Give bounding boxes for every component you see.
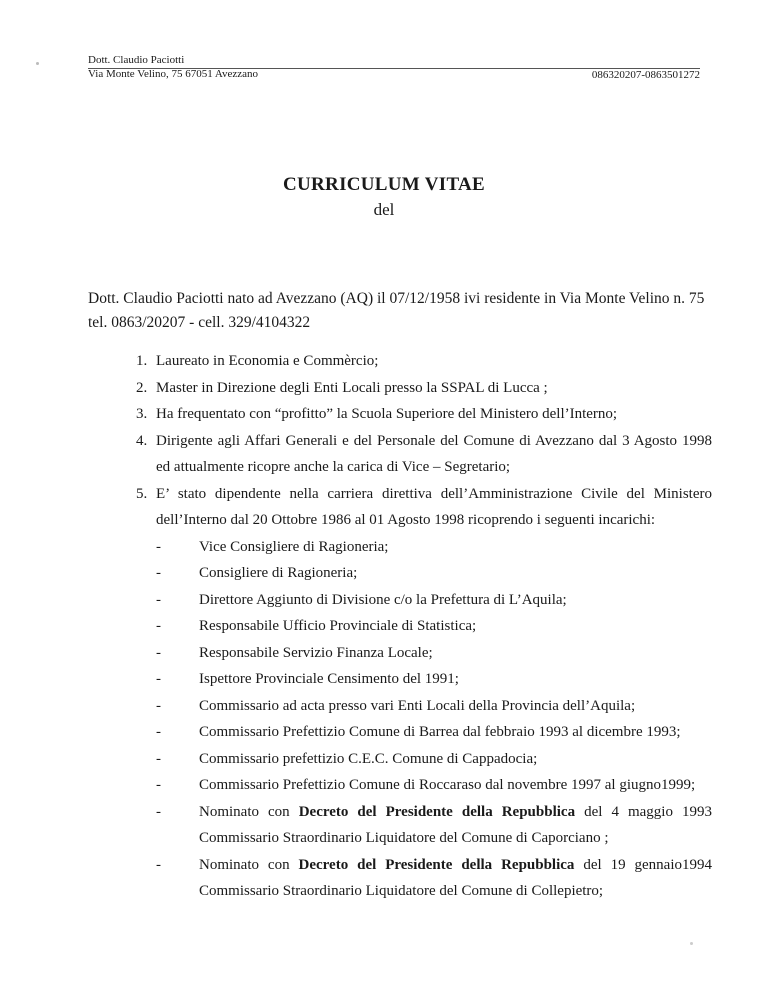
scan-speck <box>36 62 39 65</box>
sub-list-item: - Responsabile Ufficio Provinciale di Statistica; <box>156 618 477 634</box>
sub-item-text: Commissario prefettizio C.E.C. Comune di Cappadocia; <box>199 750 538 767</box>
item-number: 1. <box>136 353 148 369</box>
sub-item-text: Commissario Prefettizio Comune di Barrea dal febbraio 1993 al dicembre 1993; <box>199 724 681 740</box>
sub-list-item: - Ispettore Provinciale Censimento del 1991; <box>156 671 459 687</box>
sub-item-text: Responsabile Ufficio Provinciale di Statistica; <box>199 618 477 634</box>
sub-list-item: - Vice Consigliere di Ragioneria; <box>156 538 389 555</box>
document-title: CURRICULUM VITAE <box>282 174 486 195</box>
sub-list-item: - Commissario ad acta presso vari Enti Locali della Provincia dell’Aquila; <box>156 697 636 714</box>
sub-list-item: - Nominato con Decreto del Presidente della Repubblica del 4 maggio 1993 Commissario Straordinario Liquidatore del Comune di Caporciano ; <box>156 803 713 846</box>
scan-speck <box>690 942 693 945</box>
sub-item-pre: Nominato con <box>199 803 299 820</box>
sub-list-item: - Responsabile Servizio Finanza Locale; <box>156 644 433 661</box>
sub-list-item: - Consigliere di Ragioneria; <box>156 565 358 581</box>
letterhead-phones: 086320207-0863501272 <box>591 69 700 81</box>
document-subtitle: del <box>373 200 395 219</box>
sub-item-text: Commissario ad acta presso vari Enti Locali della Provincia dell’Aquila; <box>199 697 636 714</box>
list-item <box>136 348 712 375</box>
item-text: Laureato in Economia e Commèrcio; <box>156 353 379 369</box>
list-item <box>136 481 712 905</box>
item-text: E’ stato dipendente nella carriera direttiva dell’Amministrazione Civile del Ministero dell’Interno dal 20 Ottobre 1986 al 01 Agosto 1998 ricoprendo i seguenti incarichi: <box>156 485 712 528</box>
item-number: 4. <box>136 432 148 449</box>
list-item <box>136 401 712 428</box>
cv-list <box>136 348 712 905</box>
sub-item-text: Commissario Prefettizio Comune di Roccaraso dal novembre 1997 al giugno1999; <box>199 777 696 793</box>
item-number: 2. <box>136 379 148 396</box>
letterhead-name: Dott. Claudio Paciotti <box>88 54 185 66</box>
sub-item-text: Vice Consigliere di Ragioneria; <box>199 538 389 555</box>
list-item <box>136 428 712 481</box>
list-item <box>136 375 712 402</box>
sub-item-pre: Nominato con <box>199 856 299 873</box>
sub-list-item: - Direttore Aggiunto di Divisione c/o la Prefettura di L’Aquila; <box>156 591 567 608</box>
intro-line-1: Dott. Claudio Paciotti nato ad Avezzano (AQ) il 07/12/1958 ivi residente in Via Monte Velino n. 75 <box>88 290 705 307</box>
letterhead-address: Via Monte Velino, 75 67051 Avezzano <box>88 68 259 80</box>
sub-item-text: Consigliere di Ragioneria; <box>199 565 358 581</box>
sub-item-post: del 19 gennaio1994 Commissario Straordinario Liquidatore del Comune di Collepietro; <box>199 856 713 899</box>
sub-item-post: del 4 maggio 1993 Commissario Straordinario Liquidatore del Comune di Caporciano ; <box>199 803 713 846</box>
item-text: Ha frequentato con “profitto” la Scuola Superiore del Ministero dell’Interno; <box>156 406 618 422</box>
sub-list <box>156 534 712 905</box>
sub-item-text: Responsabile Servizio Finanza Locale; <box>199 644 433 661</box>
item-number: 3. <box>136 406 148 422</box>
sub-item-text: Direttore Aggiunto di Divisione c/o la Prefettura di L’Aquila; <box>199 591 567 608</box>
intro-paragraph <box>88 287 708 335</box>
sub-list-item: - Commissario prefettizio C.E.C. Comune di Cappadocia; <box>156 750 538 767</box>
item-text: Dirigente agli Affari Generali e del Personale del Comune di Avezzano dal 3 Agosto 1998 ed attualmente ricopre anche la carica di Vice – Segretario; <box>156 432 712 475</box>
sub-item-text: Ispettore Provinciale Censimento del 1991; <box>199 671 459 687</box>
sub-list-item: - Commissario Prefettizio Comune di Barrea dal febbraio 1993 al dicembre 1993; <box>156 724 681 740</box>
item-text: Master in Direzione degli Enti Locali presso la SSPAL di Lucca ; <box>156 379 548 396</box>
intro-line-2: tel. 0863/20207 - cell. 329/4104322 <box>88 314 311 331</box>
sub-list-item: - Commissario Prefettizio Comune di Roccaraso dal novembre 1997 al giugno1999; <box>156 777 696 793</box>
item-number: 5. <box>136 485 148 502</box>
sub-list-item: - Nominato con Decreto del Presidente della Repubblica del 19 gennaio1994 Commissario Straordinario Liquidatore del Comune di Collepietro; <box>156 856 713 899</box>
sub-item-bold: Decreto del Presidente della Repubblica <box>298 803 576 820</box>
sub-item-bold: Decreto del Presidente della Repubblica <box>298 856 575 873</box>
